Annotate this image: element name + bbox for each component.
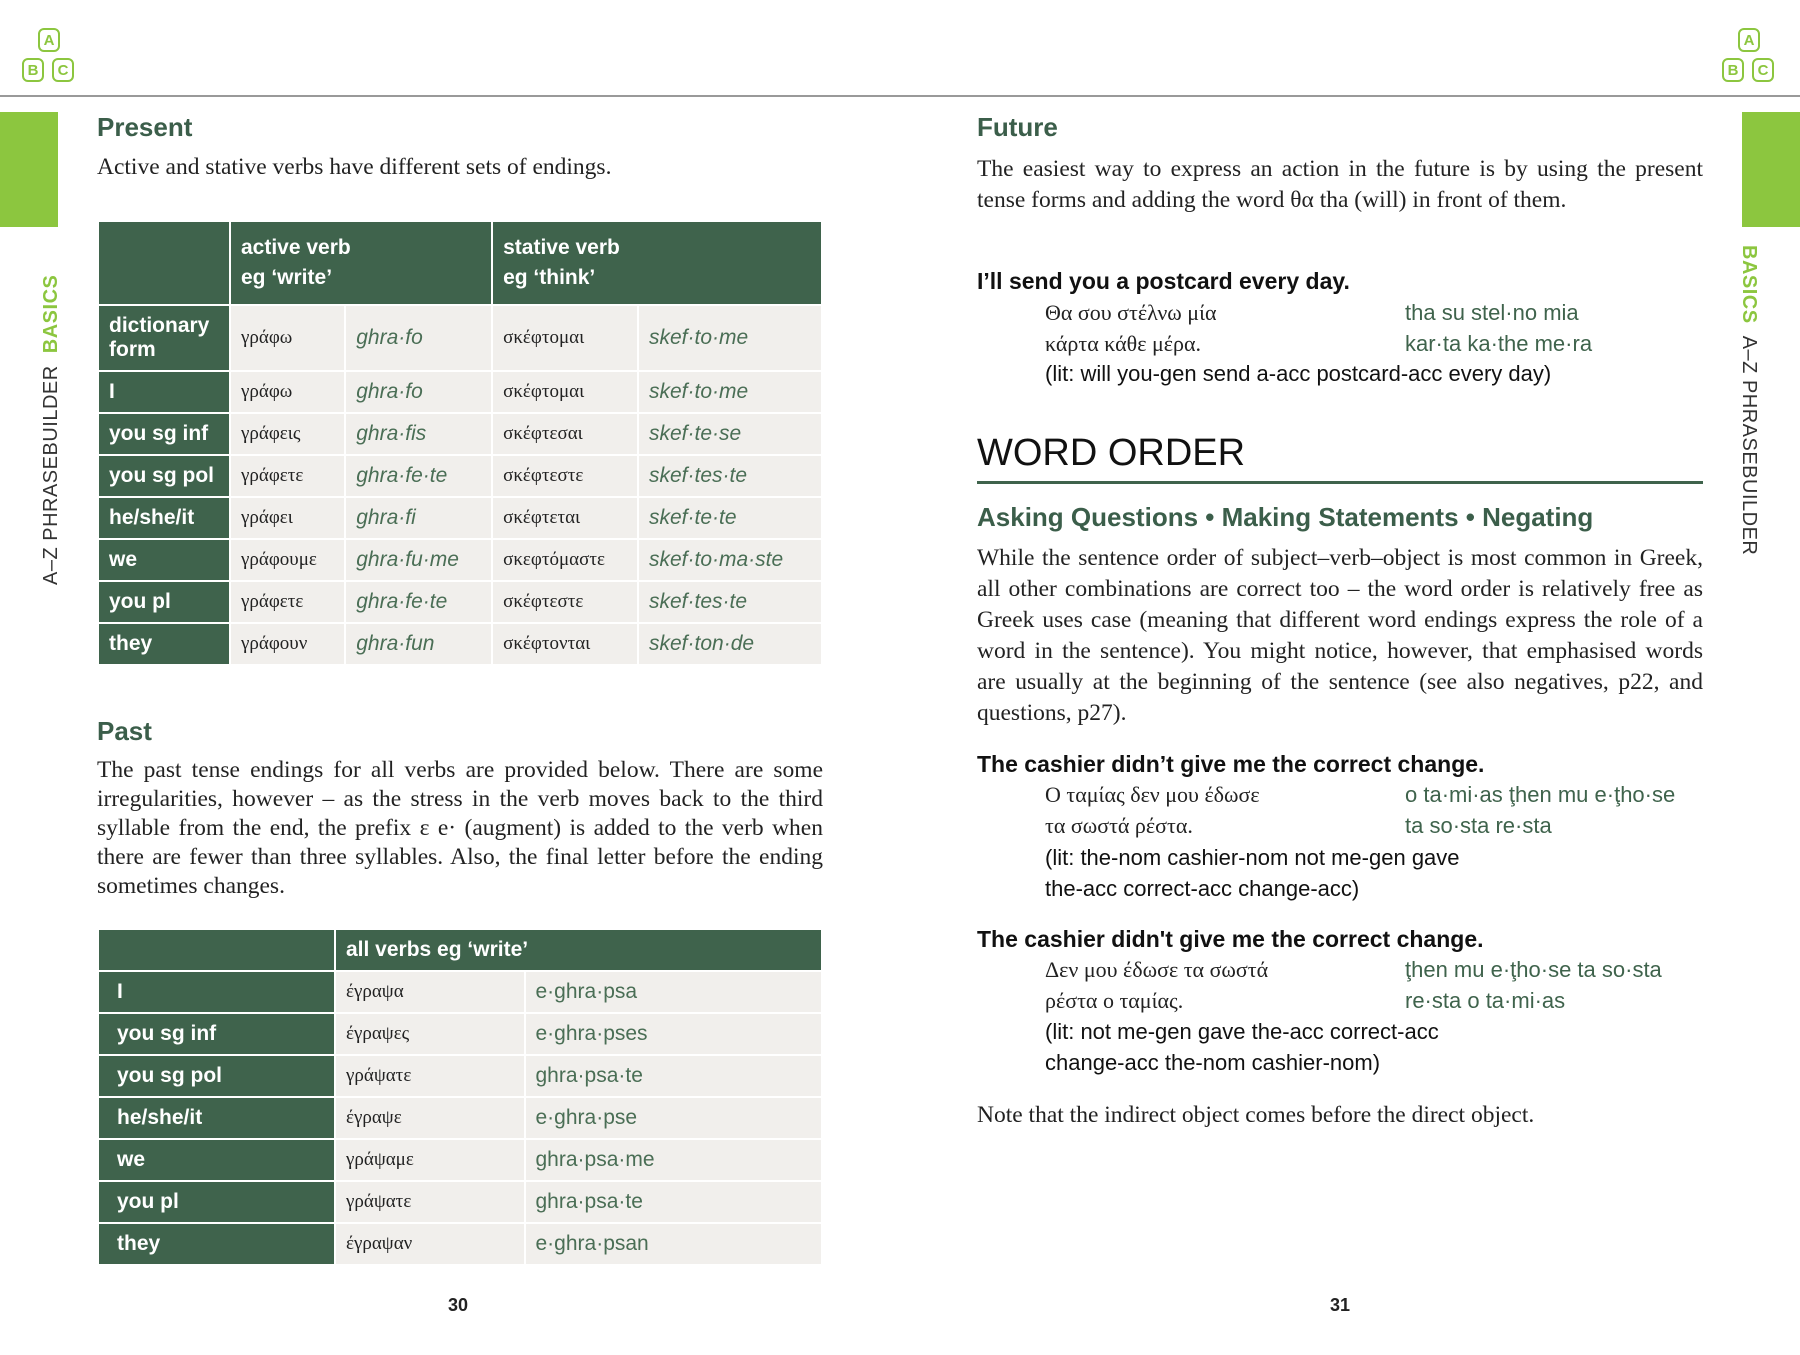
past-table — [97, 928, 823, 1266]
present-table — [97, 220, 823, 666]
greek-past: γράψατε — [335, 1055, 525, 1097]
table-row — [98, 1139, 822, 1181]
table-row — [98, 539, 822, 581]
greek-stative: σκεφτόμαστε — [492, 539, 638, 581]
abc-icon-letter: B — [1722, 58, 1744, 82]
greek-active: γράφει — [230, 497, 345, 539]
example2-literal-2: change-acc the-nom cashier-nom) — [1045, 1050, 1381, 1075]
table-row — [98, 371, 822, 413]
translit-active: ghra·fo — [345, 305, 492, 371]
row-label: you pl — [98, 1181, 335, 1223]
example1-translit-1: o ta·mi·as ţhen mu e·ţho·se — [1405, 782, 1676, 807]
word-order-heading: WORD ORDER — [977, 432, 1246, 474]
translit-stative: skef·to·me — [638, 305, 822, 371]
example1-literal-1: (lit: the-nom cashier-nom not me-gen gave — [1045, 845, 1460, 870]
example1-literal-2: the-acc correct-acc change-acc) — [1045, 876, 1360, 901]
translit-stative: skef·tes·te — [638, 581, 822, 623]
greek-past: έγραψαν — [335, 1223, 525, 1265]
translit-active: ghra·fi — [345, 497, 492, 539]
example2-greek-1: Δεν μου έδωσε τα σωστά — [1045, 957, 1269, 982]
side-label-text: A–Z PHRASEBUILDER — [1738, 335, 1760, 556]
table-row — [98, 623, 822, 665]
row-label: we — [98, 1139, 335, 1181]
page-number-left: 30 — [448, 1295, 469, 1315]
left-side-tab — [0, 112, 58, 227]
translit-active: ghra·fe·te — [345, 581, 492, 623]
table-row — [98, 455, 822, 497]
past-heading: Past — [97, 716, 152, 746]
abc-icon-left — [20, 28, 78, 84]
row-label: they — [98, 1223, 335, 1265]
table-row — [98, 1013, 822, 1055]
abc-icon-letter: C — [1752, 58, 1774, 82]
row-label: you pl — [98, 581, 230, 623]
future-example-greek-1: Θα σου στέλνω μία — [1045, 300, 1217, 325]
word-order-note: Note that the indirect object comes before the direct object. — [977, 1102, 1535, 1128]
greek-stative: σκέφτεστε — [492, 455, 638, 497]
translit-active: ghra·fis — [345, 413, 492, 455]
table-header-empty — [98, 221, 230, 305]
example2-greek-2: ρέστα ο ταμίας. — [1045, 988, 1184, 1013]
greek-stative: σκέφτονται — [492, 623, 638, 665]
table-row — [98, 1097, 822, 1139]
table-row — [98, 581, 822, 623]
translit-stative: skef·te·te — [638, 497, 822, 539]
abc-icon-letter: A — [1738, 28, 1760, 52]
table-row — [98, 221, 822, 305]
greek-active: γράφω — [230, 305, 345, 371]
word-order-intro: While the sentence order of subject–verb–object is most common in Greek, all other combinations are correct too – the word order is relatively free as Greek uses case (meaning that different word endings express the role of a word in the sentence). You might notice, however, that emphasised words are usually at the beginning of the sentence (see also negatives, p22, and questions, p27). — [977, 545, 1703, 726]
greek-past: γράψαμε — [335, 1139, 525, 1181]
word-order-rule — [977, 481, 1703, 484]
side-label-highlight: BASICS — [40, 274, 62, 354]
table-row — [98, 929, 822, 971]
table-row — [98, 1055, 822, 1097]
translit-active: ghra·fu·me — [345, 539, 492, 581]
example2-translit-2: re·sta o ta·mi·as — [1405, 988, 1566, 1013]
table-row — [98, 497, 822, 539]
past-intro: The past tense endings for all verbs are provided below. There are some irregularities, however – as the stress in the verb moves back to the third syllable from the end, the prefix ε e· (augment) is added to the verb when there are fewer than three syllables. Also, the final letter before the ending sometimes changes. — [97, 757, 823, 899]
present-intro: Active and stative verbs have different sets of endings. — [97, 154, 612, 180]
translit-active: ghra·fun — [345, 623, 492, 665]
row-label: you sg inf — [98, 413, 230, 455]
row-label: I — [98, 371, 230, 413]
word-order-subtitle: Asking Questions • Making Statements • Negating — [977, 502, 1594, 532]
future-heading: Future — [977, 112, 1058, 142]
table-row — [98, 413, 822, 455]
abc-icon-right — [1720, 28, 1778, 84]
row-label: you sg inf — [98, 1013, 335, 1055]
greek-stative: σκέφτεσαι — [492, 413, 638, 455]
table-row — [98, 305, 822, 371]
right-side-tab — [1742, 112, 1800, 227]
left-side-label — [40, 275, 63, 585]
row-label: you sg pol — [98, 455, 230, 497]
table-row — [98, 1181, 822, 1223]
translit-past: e·ghra·pses — [525, 1013, 823, 1055]
future-example-literal: (lit: will you-gen send a-acc postcard-acc every day) — [1045, 361, 1552, 386]
greek-active: γράφετε — [230, 581, 345, 623]
side-label-text: A–Z PHRASEBUILDER — [40, 365, 62, 585]
greek-stative: σκέφτεστε — [492, 581, 638, 623]
table-header-stative: stative verb eg ‘think’ — [492, 221, 822, 305]
example1-greek-1: Ο ταμίας δεν μου έδωσε — [1045, 782, 1260, 807]
row-label: we — [98, 539, 230, 581]
translit-past: e·ghra·psa — [525, 971, 823, 1013]
future-example-greek-2: κάρτα κάθε μέρα. — [1045, 331, 1201, 356]
translit-active: ghra·fe·te — [345, 455, 492, 497]
greek-stative: σκέφτομαι — [492, 305, 638, 371]
example1-translit-2: ta so·sta re·sta — [1405, 813, 1552, 838]
row-label: you sg pol — [98, 1055, 335, 1097]
translit-past: e·ghra·pse — [525, 1097, 823, 1139]
translit-active: ghra·fo — [345, 371, 492, 413]
row-label: I — [98, 971, 335, 1013]
greek-active: γράφετε — [230, 455, 345, 497]
right-side-label — [1737, 245, 1760, 555]
page-number-right: 31 — [1330, 1295, 1351, 1315]
example2-translit-1: ţhen mu e·ţho·se ta so·sta — [1405, 957, 1662, 982]
translit-past: e·ghra·psan — [525, 1223, 823, 1265]
greek-active: γράφουμε — [230, 539, 345, 581]
header-rule — [0, 95, 1800, 97]
abc-icon-letter: C — [52, 58, 74, 82]
abc-icon-letter: A — [38, 28, 60, 52]
greek-past: γράψατε — [335, 1181, 525, 1223]
translit-stative: skef·ton·de — [638, 623, 822, 665]
future-intro: The easiest way to express an action in the future is by using the present tense forms and adding the word θα tha (will) in front of them. — [977, 156, 1703, 213]
future-example-translit-2: kar·ta ka·the me·ra — [1405, 331, 1593, 356]
greek-past: έγραψε — [335, 1097, 525, 1139]
row-label: they — [98, 623, 230, 665]
table-row — [98, 971, 822, 1013]
translit-past: ghra·psa·te — [525, 1181, 823, 1223]
table-header-active: active verb eg ‘write’ — [230, 221, 492, 305]
greek-active: γράφουν — [230, 623, 345, 665]
greek-past: έγραψες — [335, 1013, 525, 1055]
greek-stative: σκέφτεται — [492, 497, 638, 539]
present-heading: Present — [97, 112, 193, 142]
example1-greek-2: τα σωστά ρέστα. — [1045, 813, 1193, 838]
table-header-empty — [98, 929, 335, 971]
translit-stative: skef·te·se — [638, 413, 822, 455]
greek-active: γράφεις — [230, 413, 345, 455]
translit-past: ghra·psa·te — [525, 1055, 823, 1097]
row-label: dictionary form — [98, 305, 230, 371]
row-label: he/she/it — [98, 1097, 335, 1139]
greek-active: γράφω — [230, 371, 345, 413]
future-example-english: I’ll send you a postcard every day. — [977, 268, 1350, 294]
translit-past: ghra·psa·me — [525, 1139, 823, 1181]
table-header-all-verbs: all verbs eg ‘write’ — [335, 929, 822, 971]
row-label: he/she/it — [98, 497, 230, 539]
example2-literal-1: (lit: not me-gen gave the-acc correct-acc — [1045, 1019, 1439, 1044]
side-label-highlight: BASICS — [1738, 245, 1760, 324]
example1-english: The cashier didn’t give me the correct change. — [977, 751, 1485, 777]
example2-english: The cashier didn't give me the correct change. — [977, 926, 1484, 952]
abc-icon-letter: B — [22, 58, 44, 82]
future-example-translit-1: tha su stel·no mia — [1405, 300, 1579, 325]
greek-past: έγραψα — [335, 971, 525, 1013]
greek-stative: σκέφτομαι — [492, 371, 638, 413]
translit-stative: skef·to·ma·ste — [638, 539, 822, 581]
table-row — [98, 1223, 822, 1265]
translit-stative: skef·to·me — [638, 371, 822, 413]
translit-stative: skef·tes·te — [638, 455, 822, 497]
